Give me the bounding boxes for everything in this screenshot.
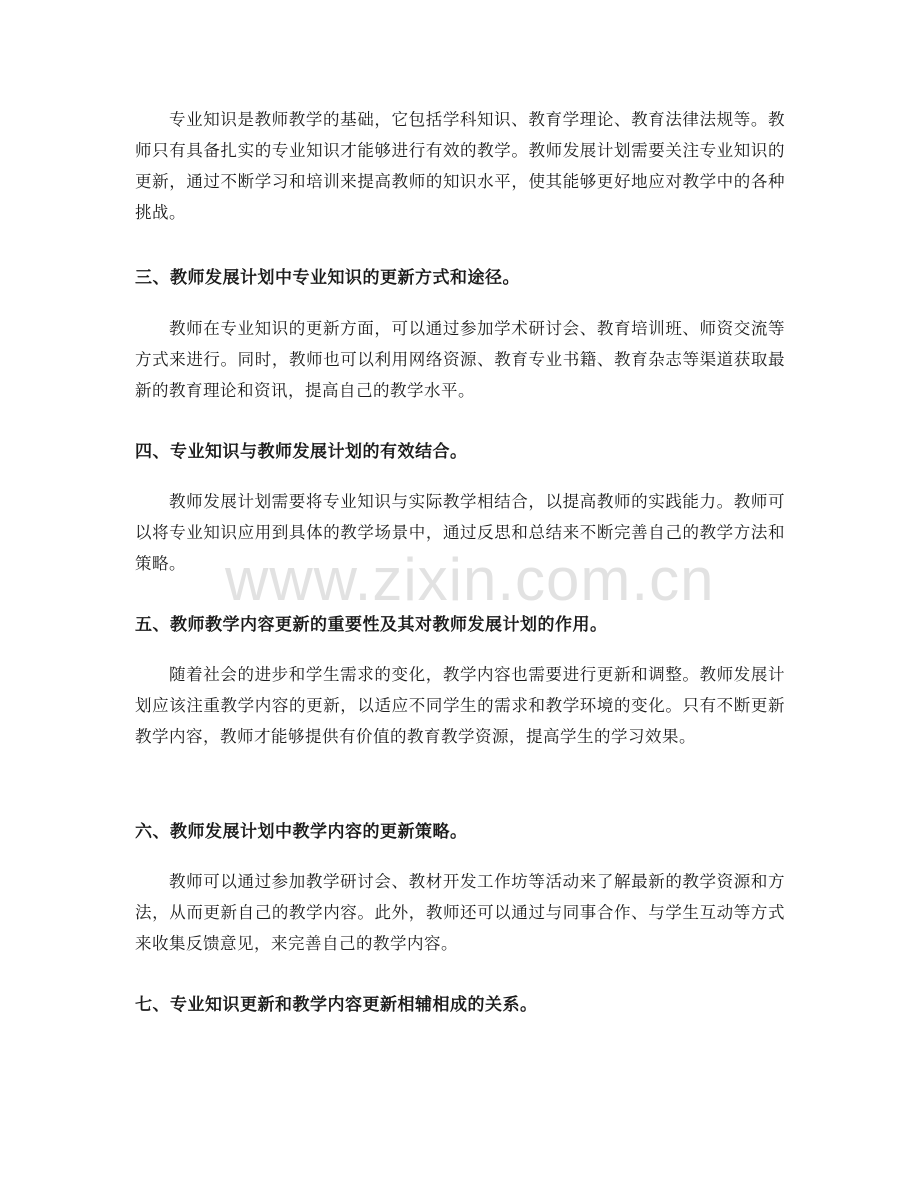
section-heading-5: 五、教师教学内容更新的重要性及其对教师发展计划的作用。 (135, 615, 608, 635)
paragraph-effective-combination: 教师发展计划需要将专业知识与实际教学相结合，以提高教师的实践能力。教师可以将专业知识应用到具体的教学场景中，通过反思和总结来不断完善自己的教学方法和策略。 (135, 492, 785, 573)
paragraph-content-update-strategy: 教师可以通过参加教学研讨会、教材开发工作坊等活动来了解最新的教学资源和方法，从而更新自己的教学内容。此外，教师还可以通过与同事合作、与学生互动等方式来收集反馈意见，来完善自己的教学内容。 (135, 872, 785, 953)
section-heading-3: 三、教师发展计划中专业知识的更新方式和途径。 (135, 268, 520, 288)
paragraph-professional-knowledge: 专业知识是教师教学的基础，它包括学科知识、教育学理论、教育法律法规等。教师只有具备扎实的专业知识才能够进行有效的教学。教师发展计划需要关注专业知识的更新，通过不断学习和培训来提高教师的知识水平，使其能够更好地应对教学中的各种挑战。 (135, 110, 785, 222)
watermark-text: www.zixin.com.cn (225, 546, 715, 613)
section-heading-7: 七、专业知识更新和教学内容更新相辅相成的关系。 (135, 995, 538, 1015)
section-heading-4: 四、专业知识与教师发展计划的有效结合。 (135, 442, 468, 462)
paragraph-content-update-importance: 随着社会的进步和学生需求的变化，教学内容也需要进行更新和调整。教师发展计划应该注重教学内容的更新，以适应不同学生的需求和教学环境的变化。只有不断更新教学内容，教师才能够提供有价值的教育教学资源，提高学生的学习效果。 (135, 665, 785, 746)
paragraph-knowledge-update-methods: 教师在专业知识的更新方面，可以通过参加学术研讨会、教育培训班、师资交流等方式来进行。同时，教师也可以利用网络资源、教育专业书籍、教育杂志等渠道获取最新的教育理论和资讯，提高自己的教学水平。 (135, 319, 785, 400)
section-heading-6: 六、教师发展计划中教学内容的更新策略。 (135, 822, 468, 842)
